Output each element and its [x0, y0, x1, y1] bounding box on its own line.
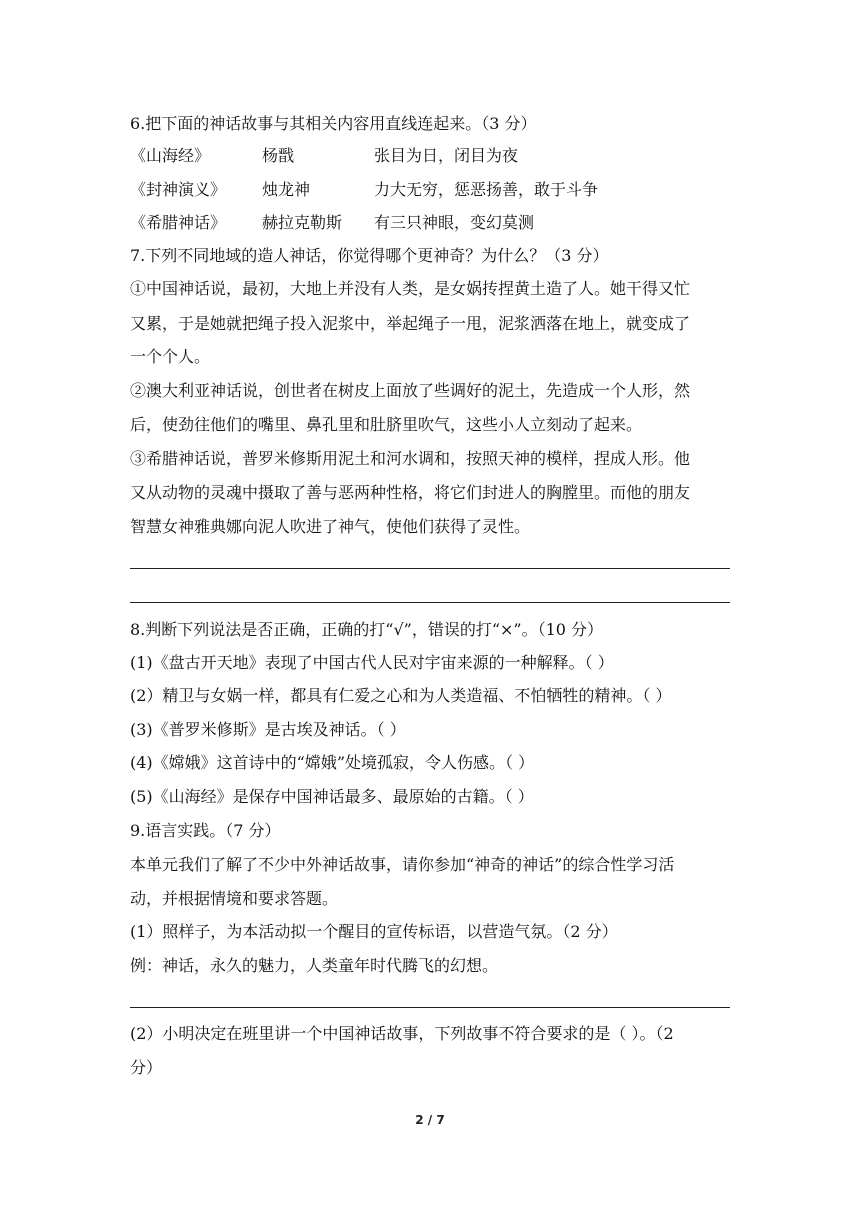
q9-sub1: (1）照样子，为本活动拟一个醒目的宣传标语，以营造气氛。（2 分） — [130, 922, 618, 941]
q6-title: 6.把下面的神话故事与其相关内容用直线连起来。（3 分） — [130, 114, 537, 133]
q8-item: (3)《普罗米修斯》是古埃及神话。（ ） — [130, 720, 406, 739]
q8-item: (1)《盘古开天地》表现了中国古代人民对宇宙来源的一种解释。（ ） — [130, 653, 614, 672]
q8-item: (4)《嫦娥》这首诗中的“嫦娥”处境孤寂，令人伤感。（ ） — [130, 753, 535, 772]
q6-feature: 张目为日，闭目为夜 — [374, 146, 519, 165]
q7-passage-line: 智慧女神雅典娜向泥人吹进了神气，使他们获得了灵性。 — [130, 517, 531, 536]
q8-title: 8.判断下列说法是否正确，正确的打“√”，错误的打“×”。（10 分） — [130, 620, 604, 639]
q7-passage-line: 又从动物的灵魂中摄取了善与恶两种性格，将它们封进人的胸膛里。而他的朋友 — [130, 483, 691, 502]
q6-book: 《封神演义》 — [130, 180, 227, 199]
q7-passage-line: 后，使劲往他们的嘴里、鼻孔里和肚脐里吹气，这些小人立刻动了起来。 — [130, 415, 643, 434]
q7-answer-line[interactable] — [130, 602, 730, 603]
q9-example: 例：神话，永久的魅力，人类童年时代腾飞的幻想。 — [130, 956, 499, 975]
q8-item: (2）精卫与女娲一样，都具有仁爱之心和为人类造福、不怕牺牲的精神。（ ） — [130, 686, 672, 705]
q9-sub2-line: (2）小明决定在班里讲一个中国神话故事，下列故事不符合要求的是（ ）。（2 — [130, 1024, 674, 1043]
q6-deity: 烛龙神 — [262, 180, 311, 199]
q9-intro-line: 动，并根据情境和要求答题。 — [130, 889, 339, 908]
q6-book: 《山海经》 — [130, 146, 211, 165]
q7-answer-line[interactable] — [130, 568, 730, 569]
q7-passage-line: ②澳大利亚神话说，创世者在树皮上面放了些调好的泥土，先造成一个人形，然 — [130, 381, 691, 400]
q6-book: 《希腊神话》 — [130, 213, 227, 232]
q7-passage-line: ③希腊神话说，普罗米修斯用泥土和河水调和，按照天神的模样，捏成人形。他 — [130, 449, 691, 468]
q6-feature: 力大无穷，惩恶扬善，敢于斗争 — [374, 180, 599, 199]
q6-deity: 赫拉克勒斯 — [262, 213, 343, 232]
q9-title: 9.语言实践。（7 分） — [130, 821, 281, 840]
q9-answer-line[interactable] — [130, 1007, 730, 1008]
q6-feature: 有三只神眼，变幻莫测 — [374, 213, 535, 232]
q6-deity: 杨戬 — [262, 146, 295, 165]
q7-passage-line: 又累，于是她就把绳子投入泥浆中，举起绳子一甩，泥浆洒落在地上，就变成了 — [130, 314, 691, 333]
q8-item: (5)《山海经》是保存中国神话最多、最原始的古籍。（ ） — [130, 787, 534, 806]
page-number: 2 / 7 — [415, 1113, 445, 1127]
q7-passage-line: ①中国神话说，最初，大地上并没有人类，是女娲抟捏黄土造了人。她干得又忙 — [130, 279, 691, 298]
q7-passage-line: 一个个人。 — [130, 347, 211, 366]
q9-intro-line: 本单元我们了解了不少中外神话故事，请你参加“神奇的神话”的综合性学习活 — [130, 855, 675, 874]
q7-title: 7.下列不同地域的造人神话，你觉得哪个更神奇？为什么？（3 分） — [130, 246, 609, 265]
q9-sub2-line: 分） — [130, 1058, 163, 1077]
